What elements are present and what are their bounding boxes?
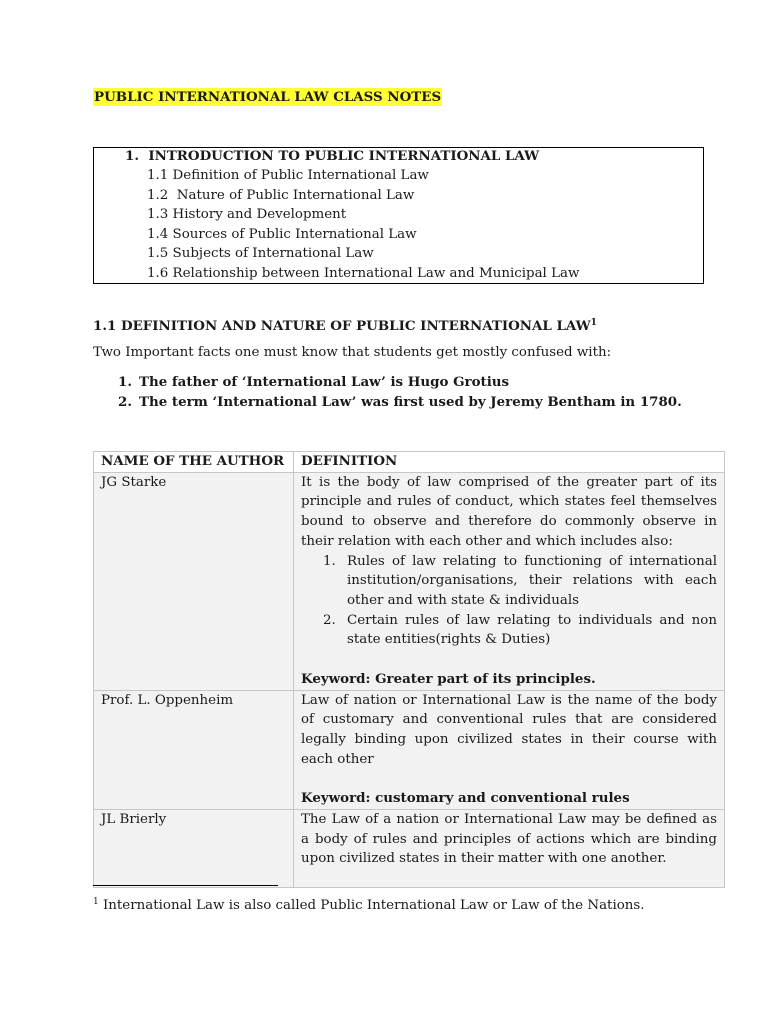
- toc-item: 1.1 Definition of Public International Law: [147, 168, 429, 183]
- toc-item: 1.5 Subjects of International Law: [147, 246, 374, 262]
- toc-items: [147, 166, 579, 284]
- fact-item: [93, 393, 682, 413]
- toc-item: 1.6 Relationship between International Law and Municipal Law: [147, 265, 580, 281]
- blank-line: [301, 650, 717, 670]
- document-title: PUBLIC INTERNATIONAL LAW CLASS NOTES: [94, 89, 442, 105]
- header-definition: DEFINITION: [294, 452, 725, 473]
- section-heading: [93, 314, 597, 335]
- author-cell: JL Brierly: [94, 809, 294, 887]
- sublist-item: [301, 552, 717, 611]
- definitions-table: [93, 451, 725, 888]
- definition-text: Law of nation or International Law is the name of the body of customary and conventional rules that are considered legally binding upon civilized states in their course with each other: [301, 692, 717, 767]
- blank-line: [301, 770, 717, 790]
- sublist-text: Rules of law relating to functioning of international institution/organisations, their relations with each other and with state & individuals: [347, 553, 717, 608]
- table-header-row: [94, 452, 725, 473]
- toc-heading: [125, 147, 539, 167]
- toc-item: 1.3 History and Development: [147, 207, 347, 223]
- definition-cell: [294, 690, 725, 809]
- fact-text: The term ‘International Law’ was first used by Jeremy Bentham in 1780.: [139, 393, 682, 410]
- sublist-text: Certain rules of law relating to individuals and non state entities(rights & Duties): [347, 612, 717, 648]
- sublist-item: [301, 611, 717, 650]
- definition-sublist: [301, 552, 717, 651]
- footnote-reference[interactable]: 1: [590, 318, 597, 328]
- sublist-number: 1.: [323, 553, 336, 569]
- footnote-separator: [93, 885, 278, 886]
- intro-paragraph: Two Important facts one must know that students get mostly confused with:: [93, 345, 612, 360]
- keyword-text: Keyword: Greater part of its principles.: [301, 670, 596, 687]
- header-author: NAME OF THE AUTHOR: [94, 452, 294, 473]
- section-heading-text: 1.1 DEFINITION AND NATURE OF PUBLIC INTERNATIONAL LAW: [93, 318, 591, 334]
- definition-cell: [294, 472, 725, 690]
- fact-text: The father of ‘International Law’ is Hugo Grotius: [139, 374, 510, 390]
- definition-cell: [294, 809, 725, 887]
- fact-number: 2.: [118, 393, 132, 410]
- footnote-text: International Law is also called Public International Law or Law of the Nations.: [103, 898, 645, 913]
- toc-heading-text: INTRODUCTION TO PUBLIC INTERNATIONAL LAW: [148, 148, 540, 164]
- fact-number: 1.: [118, 374, 132, 390]
- toc-item: 1.2 Nature of Public International Law: [147, 187, 415, 203]
- table-row: [94, 809, 725, 887]
- footnote: [93, 893, 645, 915]
- table-row: [94, 690, 725, 809]
- sublist-number: 2.: [323, 612, 336, 628]
- facts-list: [93, 373, 682, 412]
- fact-item: [93, 373, 682, 393]
- author-cell: JG Starke: [94, 472, 294, 690]
- author-cell: Prof. L. Oppenheim: [94, 690, 294, 809]
- definition-text: The Law of a nation or International Law may be defined as a body of rules and principles of actions which are binding upon civilized states in their matter with one another.: [301, 811, 717, 867]
- table-row: [94, 472, 725, 690]
- toc-item: 1.4 Sources of Public International Law: [147, 226, 417, 242]
- table-of-contents: [93, 147, 704, 284]
- keyword-text: Keyword: customary and conventional rules: [301, 790, 630, 807]
- toc-heading-number: 1.: [125, 148, 139, 164]
- footnote-number: 1: [93, 897, 99, 907]
- definition-text: It is the body of law comprised of the greater part of its principle and rules of conduct, which states feel themselves bound to observe and therefore do commonly observe in their relation with each other and which includes also:: [301, 474, 717, 549]
